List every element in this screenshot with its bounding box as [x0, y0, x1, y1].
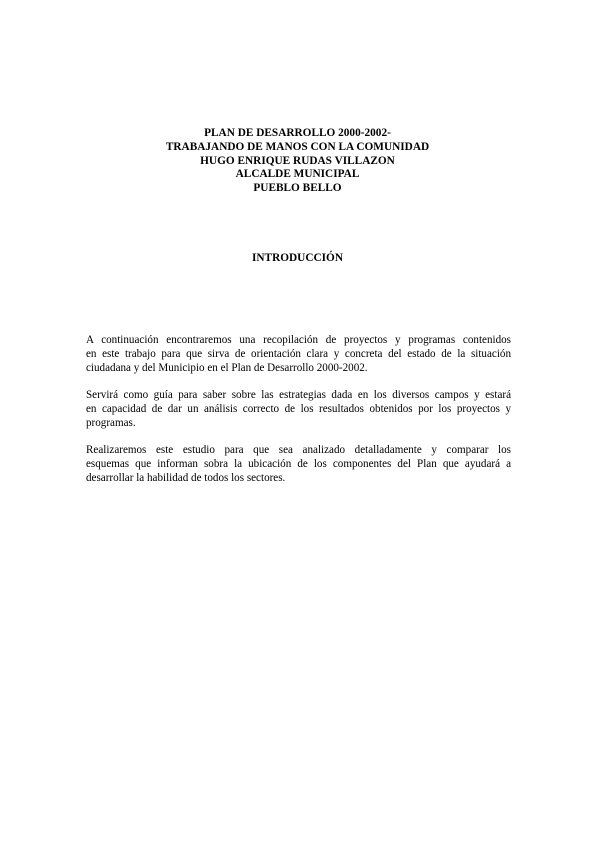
- paragraph: [86, 444, 511, 485]
- paragraph: [86, 334, 511, 375]
- paragraph-line: ciudadana y del Municipio en el Plan de Desarrollo 2000-2002.: [86, 361, 368, 374]
- document-header: [0, 127, 595, 196]
- paragraph-line: Servirá como guía para saber sobre las estrategias dada en los diversos campos y estará: [86, 389, 511, 402]
- section-title: INTRODUCCIÓN: [251, 252, 343, 264]
- header-mayor-role: ALCALDE MUNICIPAL: [235, 168, 360, 181]
- paragraph-line: en este trabajo para que sirva de orientación clara y concreta del estado de la situación: [86, 347, 511, 360]
- paragraph-line: Realizaremos este estudio para que sea analizado detalladamente y comparar los: [86, 444, 511, 457]
- paragraph-line: programas.: [86, 416, 136, 429]
- document-body: [86, 334, 511, 500]
- header-plan-title: PLAN DE DESARROLLO 2000-2002-: [204, 127, 391, 139]
- header-slogan: TRABAJANDO DE MANOS CON LA COMUNIDAD: [165, 140, 430, 153]
- header-municipality: PUEBLO BELLO: [253, 182, 342, 195]
- paragraph-line: en capacidad de dar un análisis correcto de los resultados obtenidos por los proyectos y: [86, 402, 511, 415]
- paragraph-line: A continuación encontraremos una recopilación de proyectos y programas contenidos: [86, 334, 511, 346]
- paragraph: [86, 389, 511, 430]
- paragraph-line: desarrollar la habilidad de todos los sectores.: [86, 471, 286, 484]
- paragraph-line: esquemas que informan sobra la ubicación de los componentes del Plan que ayudará a: [86, 458, 511, 471]
- header-mayor-name: HUGO ENRIQUE RUDAS VILLAZON: [200, 154, 395, 167]
